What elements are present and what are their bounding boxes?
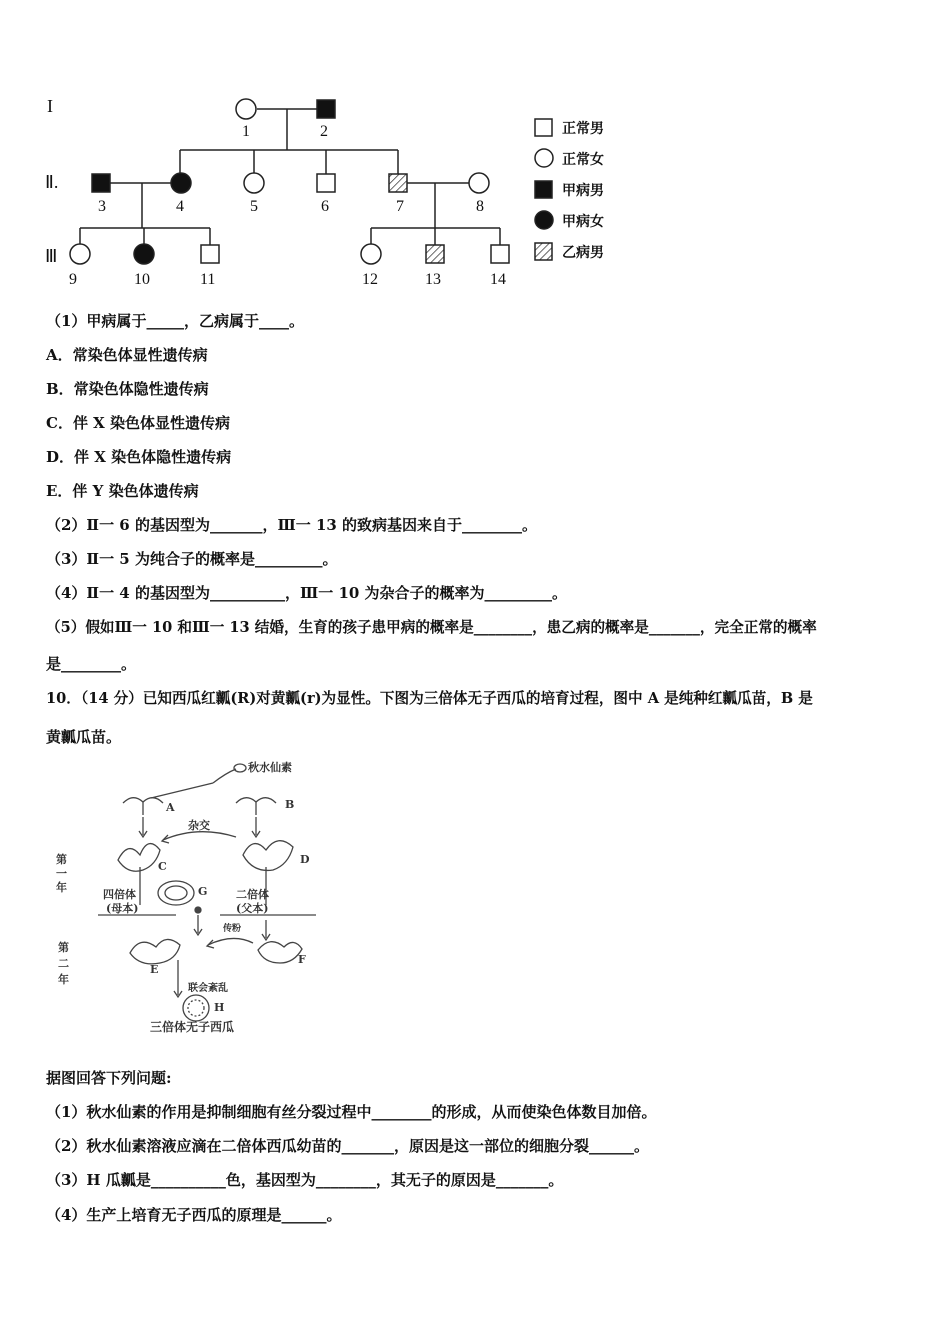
q10-sub4: （4）生产上培育无子西瓜的原理是______。 <box>46 1206 342 1224</box>
legend-a-female-icon <box>535 211 553 229</box>
q9-option-b: B．常染色体隐性遗传病 <box>46 380 209 398</box>
individual-4 <box>171 173 191 193</box>
breeding-diagram <box>48 755 348 1040</box>
q9-option-d: D．伴 X 染色体隐性遗传病 <box>46 448 232 466</box>
colchicine-label: 秋水仙素 <box>248 761 292 774</box>
individual-number: 10 <box>134 271 150 288</box>
individual-11 <box>201 245 219 263</box>
individual-10 <box>134 244 154 264</box>
individual-number: 13 <box>425 271 441 288</box>
q9-option-e: E．伴 Y 染色体遗传病 <box>46 482 199 500</box>
letter-b: B <box>285 798 295 811</box>
individual-number: 2 <box>320 123 328 140</box>
q10-sub1: （1）秋水仙素的作用是抑制细胞有丝分裂过程中________的形成，从而使染色体数目加倍。 <box>46 1103 657 1121</box>
individual-number: 11 <box>200 271 216 288</box>
q9-sub5: （5）假如Ⅲ一 10 和Ⅲ一 13 结婚，生育的孩子患甲病的概率是________，患乙病的概率是_______，完全正常的概率 <box>46 619 817 636</box>
q10-stem: 10．（14 分）已知西瓜红瓤(R)对黄瓤(r)为显性。下图为三倍体无子西瓜的培育过程，图中 A 是纯种红瓤瓜苗，B 是 <box>46 690 813 707</box>
legend-label: 乙病男 <box>562 245 604 261</box>
q9-option-c: C．伴 X 染色体显性遗传病 <box>46 414 231 432</box>
pollinate-label: 传粉 <box>223 924 242 934</box>
mother-label: (母本) <box>106 902 139 915</box>
diploid-label: 二倍体 <box>236 888 269 901</box>
generation-label: Ⅱ. <box>45 172 59 192</box>
individual-number: 4 <box>176 198 184 215</box>
individual-number: 8 <box>476 198 484 215</box>
letter-e: E <box>150 963 159 976</box>
letter-f: F <box>298 953 306 966</box>
individual-number: 12 <box>362 271 378 288</box>
individual-1 <box>236 99 256 119</box>
individual-5 <box>244 173 264 193</box>
individual-number: 5 <box>250 198 258 215</box>
individual-12 <box>361 244 381 264</box>
hybrid-label: 杂交 <box>188 819 210 832</box>
letter-g: G <box>198 885 208 898</box>
individual-8 <box>469 173 489 193</box>
legend-b-male-icon <box>535 243 552 260</box>
letter-c: C <box>158 860 167 873</box>
individual-2 <box>317 100 335 118</box>
q10-stem-cont: 黄瓤瓜苗。 <box>46 728 122 746</box>
year1-label: 第 <box>56 853 67 866</box>
pedigree-chart <box>0 0 950 300</box>
q9-option-a: A．常染色体显性遗传病 <box>46 346 208 364</box>
individual-number: 9 <box>69 271 77 288</box>
q10-prompt: 据图回答下列问题: <box>46 1069 172 1087</box>
legend-normal-female-icon <box>535 149 553 167</box>
letter-h: H <box>214 1001 225 1014</box>
q9-sub2: （2）Ⅱ一 6 的基因型为_______，Ⅲ一 13 的致病基因来自于________。 <box>46 516 538 534</box>
individual-6 <box>317 174 335 192</box>
q9-sub3: （3）Ⅱ一 5 为纯合子的概率是_________。 <box>46 550 338 568</box>
synapsis-label: 联会紊乱 <box>188 983 228 994</box>
generation-label: Ⅲ <box>45 246 58 266</box>
individual-7 <box>389 174 407 192</box>
q9-sub1: （1）甲病属于_____，乙病属于____。 <box>46 312 304 330</box>
legend-label: 正常女 <box>562 152 604 168</box>
individual-number: 14 <box>490 271 506 288</box>
individual-9 <box>70 244 90 264</box>
individual-14 <box>491 245 509 263</box>
individual-number: 6 <box>321 198 329 215</box>
year2-label: 年 <box>58 973 69 986</box>
legend-a-male-icon <box>535 181 552 198</box>
year2-label: 第 <box>58 941 69 954</box>
year1-label: 一 <box>56 867 67 880</box>
individual-number: 3 <box>98 198 106 215</box>
legend-label: 甲病男 <box>562 183 604 199</box>
individual-3 <box>92 174 110 192</box>
individual-number: 7 <box>396 198 404 215</box>
letter-a: A <box>166 801 175 814</box>
year1-label: 年 <box>56 881 67 894</box>
year2-label: 二 <box>58 957 69 970</box>
tetraploid-label: 四倍体 <box>103 888 136 901</box>
q10-sub3: （3）H 瓜瓤是__________色，基因型为________，其无子的原因是_______。 <box>46 1171 564 1189</box>
result-label: 三倍体无子西瓜 <box>150 1020 235 1034</box>
individual-13 <box>426 245 444 263</box>
legend-label: 甲病女 <box>562 214 604 230</box>
q9-sub5-cont: 是________。 <box>46 655 137 673</box>
legend-normal-male-icon <box>535 119 552 136</box>
individual-number: 1 <box>242 123 250 140</box>
q10-sub2: （2）秋水仙素溶液应滴在二倍体西瓜幼苗的_______，原因是这一部位的细胞分裂______。 <box>46 1137 649 1155</box>
father-label: (父本) <box>236 902 269 915</box>
legend-label: 正常男 <box>562 121 604 137</box>
q9-sub4: （4）Ⅱ一 4 的基因型为__________，Ⅲ一 10 为杂合子的概率为_________。 <box>46 584 568 602</box>
generation-label: I <box>47 96 53 116</box>
letter-d: D <box>300 853 310 866</box>
